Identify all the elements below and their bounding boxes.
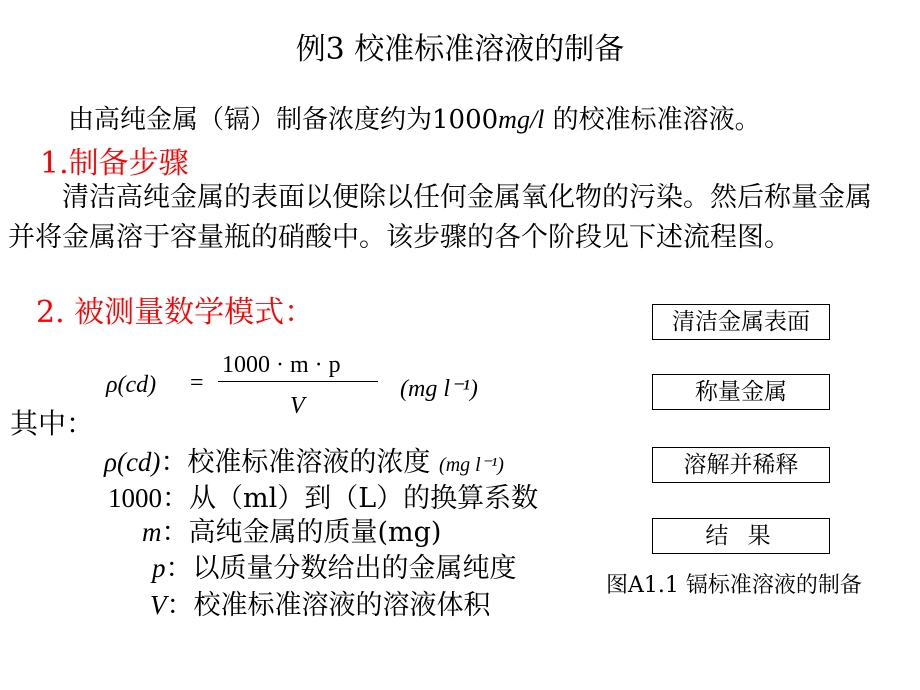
intro-unit: mg/l (498, 105, 545, 134)
definition-v (150, 583, 491, 622)
where-label: 其中： (10, 407, 95, 440)
intro-after: 的校准标准溶液。 (544, 105, 761, 135)
definition-symbol: m (142, 517, 162, 547)
intro-text (68, 99, 761, 136)
flowchart-step-dissolve: 溶解并稀释 (652, 447, 830, 483)
section1-heading: 1.制备步骤 (40, 146, 189, 181)
formula-fraction-bar (218, 381, 378, 382)
slide-title: 例3 校准标准溶液的制备 (295, 32, 625, 67)
section2-heading: 2. 被测量数学模式： (36, 295, 315, 330)
flowchart-step-weigh: 称量金属 (652, 374, 830, 410)
definition-symbol: ρ(cd) (104, 447, 161, 477)
formula-denominator: V (290, 393, 305, 419)
intro-before: 由高纯金属（镉）制备浓度约为1000 (68, 105, 499, 135)
definition-symbol: V (150, 590, 167, 620)
definition-text: ：校准标准溶液的浓度 (160, 447, 431, 478)
definition-rho (104, 440, 504, 479)
definition-unit: (mg l⁻¹) (439, 454, 504, 476)
section1-paragraph (8, 178, 878, 258)
formula-equals: = (190, 370, 204, 396)
definition-text: ：以质量分数给出的金属纯度 (165, 553, 517, 584)
definition-text: ：高纯金属的质量(mg) (161, 517, 442, 548)
formula-unit: (mg l⁻¹) (400, 376, 478, 402)
formula-numerator: 1000 · m · p (222, 352, 341, 378)
definition-m (142, 510, 441, 549)
definition-text: ：校准标准溶液的溶液体积 (166, 590, 491, 621)
flowchart-step-clean: 清洁金属表面 (652, 304, 830, 340)
section1-paragraph-text: 清洁高纯金属的表面以便除以任何金属氧化物的污染。然后称量金属并将金属溶于容量瓶的硝酸中。该步骤的各个阶段见下述流程图。 (8, 182, 872, 253)
formula-lhs: ρ(cd) (106, 372, 157, 398)
flowchart-step-result: 结 果 (652, 518, 830, 554)
definition-symbol: p (152, 553, 166, 583)
definition-p (152, 546, 517, 585)
definition-text: ：从（ml）到（L）的换算系数 (162, 483, 539, 514)
definition-symbol: 1000 (108, 483, 162, 513)
flowchart-caption: 图A1.1 镉标准溶液的制备 (606, 573, 862, 598)
